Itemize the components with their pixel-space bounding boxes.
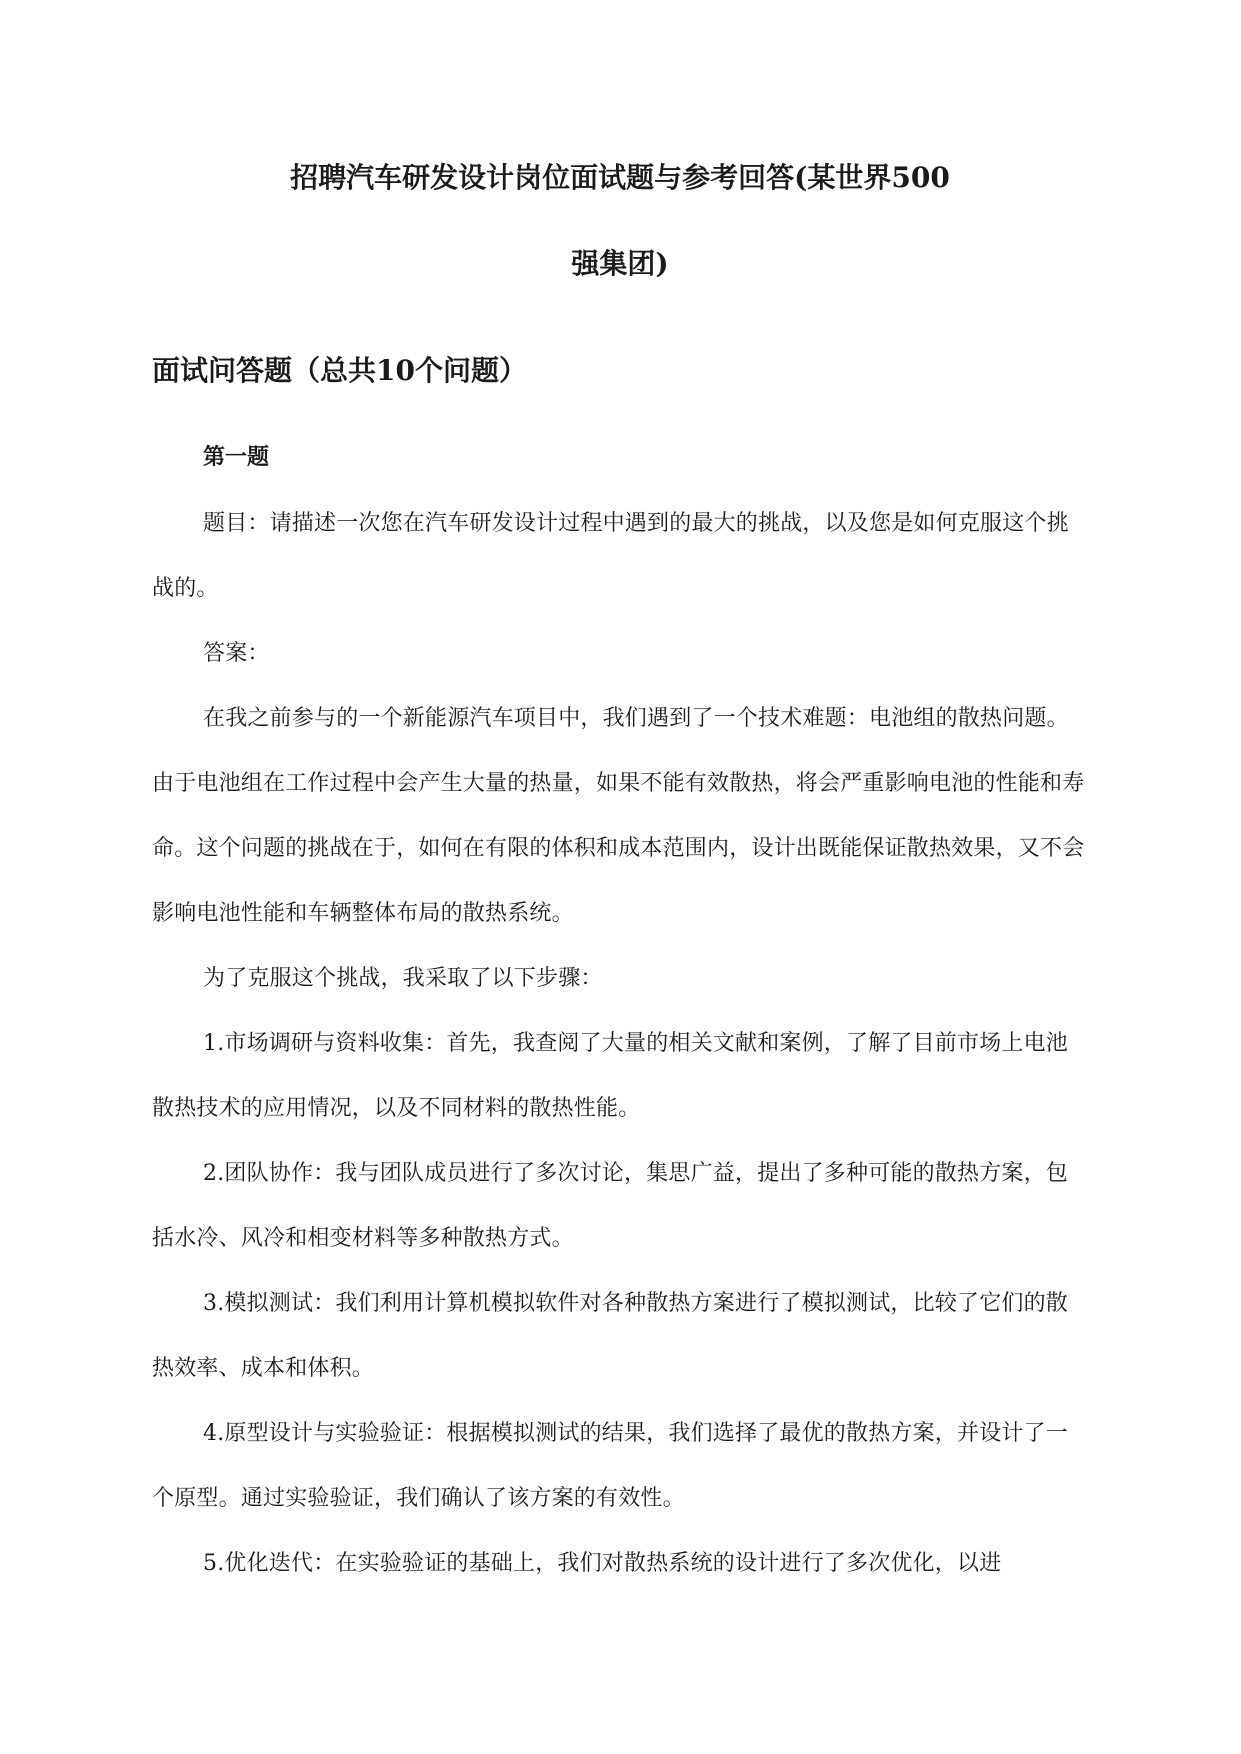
document-title-line1: 招聘汽车研发设计岗位面试题与参考回答(某世界500	[290, 161, 950, 194]
section-heading: 面试问答题（总共10个问题）	[152, 354, 527, 387]
step-item: 2.团队协作：我与团队成员进行了多次讨论，集思广益，提出了多种可能的散热方案，包括水冷、风冷和相变材料等多种散热方式。	[152, 1161, 1068, 1251]
question-heading: 第一题	[203, 444, 270, 470]
question-prompt: 题目：请描述一次您在汽车研发设计过程中遇到的最大的挑战，以及您是如何克服这个挑战的。	[152, 511, 1069, 601]
step-item: 4.原型设计与实验验证：根据模拟测试的结果，我们选择了最优的散热方案，并设计了一个原型。通过实验验证，我们确认了该方案的有效性。	[152, 1421, 1068, 1511]
answer-body: 在我之前参与的一个新能源汽车项目中，我们遇到了一个技术难题：电池组的散热问题。由于电池组在工作过程中会产生大量的热量，如果不能有效散热，将会严重影响电池的性能和寿命。这个问题的挑战在于，如何在有限的体积和成本范围内，设计出既能保证散热效果，又不会影响电池性能和车辆整体布局的散热系统。	[152, 706, 1085, 926]
step-item: 5.优化迭代：在实验验证的基础上，我们对散热系统的设计进行了多次优化，以进	[203, 1551, 1002, 1576]
document-title-line2: 强集团)	[571, 247, 669, 280]
steps-intro: 为了克服这个挑战，我采取了以下步骤：	[203, 966, 603, 991]
step-item: 3.模拟测试：我们利用计算机模拟软件对各种散热方案进行了模拟测试，比较了它们的散热效率、成本和体积。	[152, 1291, 1068, 1381]
step-item: 1.市场调研与资料收集：首先，我查阅了大量的相关文献和案例，了解了目前市场上电池散热技术的应用情况，以及不同材料的散热性能。	[152, 1031, 1068, 1121]
answer-label: 答案：	[203, 641, 270, 666]
